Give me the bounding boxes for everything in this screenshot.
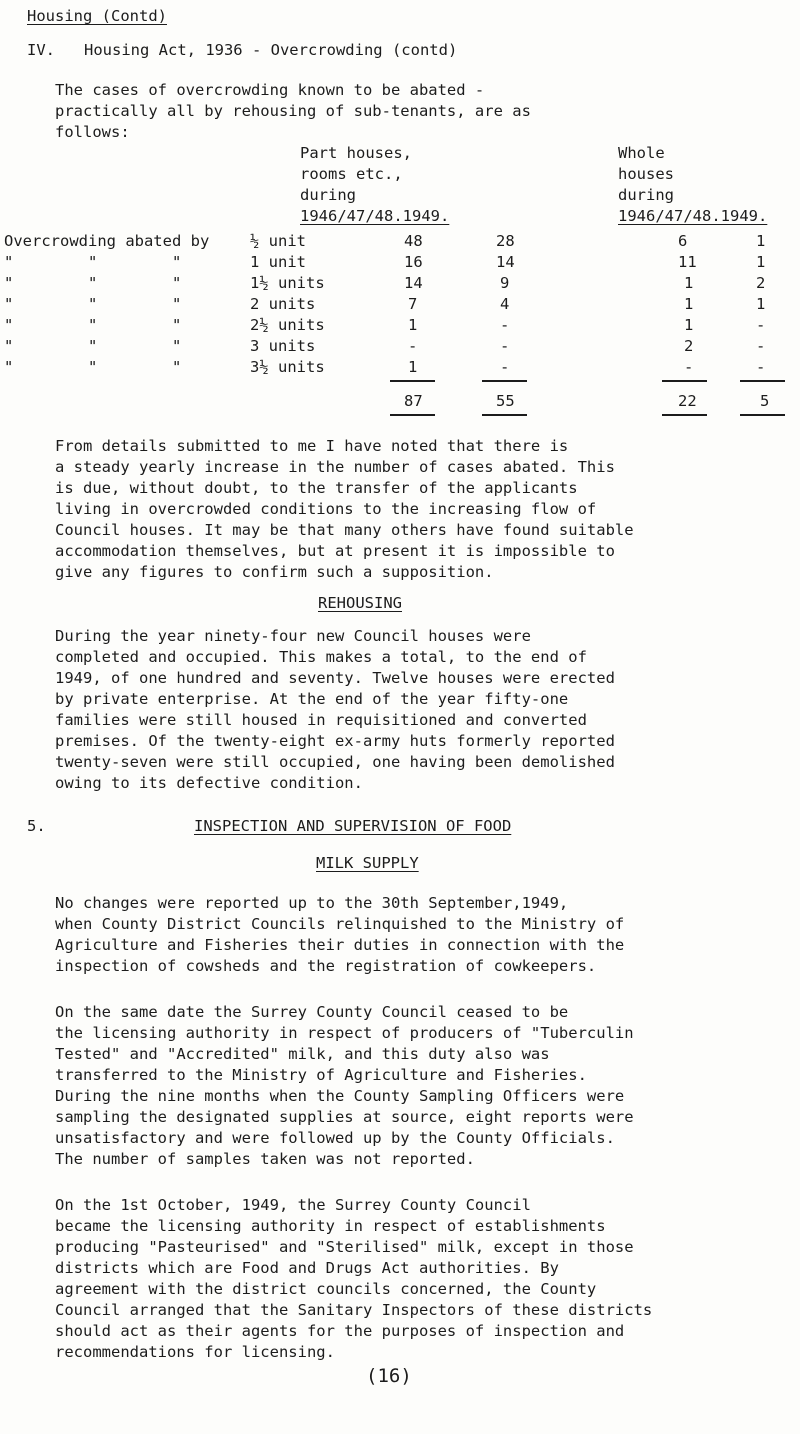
sum-rule: [390, 380, 435, 382]
cell-whole-1946: 1: [684, 295, 694, 313]
table-row: [0, 315, 800, 336]
rehousing-heading: REHOUSING: [318, 594, 402, 612]
cell-part-1946: 1: [408, 358, 418, 376]
row-label: " " ": [4, 274, 182, 292]
milk-paragraph-3: On the 1st October, 1949, the Surrey County Council became the licensing authority in respect of establishments producing "Pasteurised" and "Sterilised" milk, except in those districts which are Food and Drugs Act authorities. By agreement with the district councils concerned, the County Council arranged that the Sanitary Inspectors of these districts should act as their agents for the purposes of inspection and recommendations for licensing.: [55, 1196, 653, 1361]
milk-supply-heading: MILK SUPPLY: [316, 854, 419, 872]
cell-part-1949: 9: [500, 274, 510, 292]
cell-part-1946: 7: [408, 295, 418, 313]
cell-part-1946: 48: [404, 232, 423, 250]
cell-whole-1946: -: [684, 358, 694, 376]
row-units: 2½ units: [250, 316, 325, 334]
cell-part-1949: 28: [496, 232, 515, 250]
row-label: " " ": [4, 253, 182, 271]
sum-rule: [662, 380, 707, 382]
cell-whole-1949: -: [756, 316, 766, 334]
cell-whole-1946: 2: [684, 337, 694, 355]
col-header-part-years: 1946/47/48.1949.: [300, 207, 450, 225]
cell-part-1946: 1: [408, 316, 418, 334]
row-label: " " ": [4, 358, 182, 376]
section-heading: Housing (Contd): [27, 7, 167, 25]
cell-whole-1949: -: [756, 358, 766, 376]
sum-rule: [740, 380, 785, 382]
rehousing-paragraph: During the year ninety-four new Council houses were completed and occupied. This makes a total, to the end of 1949, of one hundred and seventy. Twelve houses were erected by private enterprise. At the end of the year fifty-one families were still housed in requisitioned and converted premises. Of the twenty-eight ex-army huts formerly reported twenty-seven were still occupied, one having been demolished owing to its defective condition.: [55, 627, 615, 792]
total-rule: [482, 414, 527, 416]
table-row: [0, 252, 800, 273]
milk-paragraph-1: No changes were reported up to the 30th September,1949, when County District Councils relinquished to the Ministry of Agriculture and Fisheries their duties in connection with the inspection of cowsheds and the registration of cowkeepers.: [55, 894, 625, 975]
table-row: [0, 231, 800, 252]
row-units: 3½ units: [250, 358, 325, 376]
total-whole-1949: 5: [760, 392, 770, 410]
total-whole-1946: 22: [678, 392, 697, 410]
row-units: 1½ units: [250, 274, 325, 292]
subsection-title: Housing Act, 1936 - Overcrowding (contd): [84, 41, 458, 59]
cell-part-1949: -: [500, 337, 510, 355]
totals-row: [0, 391, 800, 412]
row-label: " " ": [4, 337, 182, 355]
row-units: 1 unit: [250, 253, 306, 271]
cell-part-1946: -: [408, 337, 418, 355]
col-header-whole-years: 1946/47/48.1949.: [618, 207, 768, 225]
row-label: " " ": [4, 316, 182, 334]
page-number: (16): [366, 1365, 412, 1387]
total-rule: [740, 414, 785, 416]
col-header-whole-houses: Whole houses during: [618, 144, 674, 204]
sum-rule: [482, 380, 527, 382]
milk-paragraph-2: On the same date the Surrey County Council ceased to be the licensing authority in respect of producers of "Tuberculin Tested" and "Accredited" milk, and this duty also was transferred to the Ministry of Agriculture and Fisheries. During the nine months when the County Sampling Officers were sampling the designated supplies at source, eight reports were unsatisfactory and were followed up by the County Officials. The number of samples taken was not reported.: [55, 1003, 634, 1168]
row-units: ½ unit: [250, 232, 306, 250]
row-units: 2 units: [250, 295, 316, 313]
cell-whole-1946: 1: [684, 274, 694, 292]
cell-whole-1949: 2: [756, 274, 766, 292]
total-part-1946: 87: [404, 392, 423, 410]
cell-whole-1949: 1: [756, 253, 766, 271]
cell-whole-1949: 1: [756, 232, 766, 250]
table-row: [0, 273, 800, 294]
row-label: Overcrowding abated by: [4, 232, 210, 250]
cell-whole-1946: 1: [684, 316, 694, 334]
section-5-number: 5.: [27, 817, 46, 835]
cell-whole-1946: 6: [678, 232, 688, 250]
total-part-1949: 55: [496, 392, 515, 410]
cell-part-1949: -: [500, 316, 510, 334]
section-5-title: INSPECTION AND SUPERVISION OF FOOD: [194, 817, 512, 835]
total-rule: [390, 414, 435, 416]
cell-whole-1949: 1: [756, 295, 766, 313]
total-rule: [662, 414, 707, 416]
cell-part-1946: 14: [404, 274, 423, 292]
table-row: [0, 357, 800, 378]
row-units: 3 units: [250, 337, 316, 355]
cell-whole-1949: -: [756, 337, 766, 355]
table-row: [0, 294, 800, 315]
cell-part-1949: 14: [496, 253, 515, 271]
row-label: " " ": [4, 295, 182, 313]
cell-part-1946: 16: [404, 253, 423, 271]
cell-whole-1946: 11: [678, 253, 697, 271]
col-header-part-houses: Part houses, rooms etc., during: [300, 144, 412, 204]
table-row: [0, 336, 800, 357]
subsection-number: IV.: [27, 41, 55, 59]
cell-part-1949: 4: [500, 295, 510, 313]
intro-paragraph: The cases of overcrowding known to be abated - practically all by rehousing of sub-tenants, are as follows:: [55, 81, 531, 141]
details-paragraph: From details submitted to me I have noted that there is a steady yearly increase in the number of cases abated. This is due, without doubt, to the transfer of the applicants living in overcrowded conditions to the increasing flow of Council houses. It may be that many others have found suitable accommodation themselves, but at present it is impossible to give any figures to confirm such a supposition.: [55, 437, 634, 581]
cell-part-1949: -: [500, 358, 510, 376]
